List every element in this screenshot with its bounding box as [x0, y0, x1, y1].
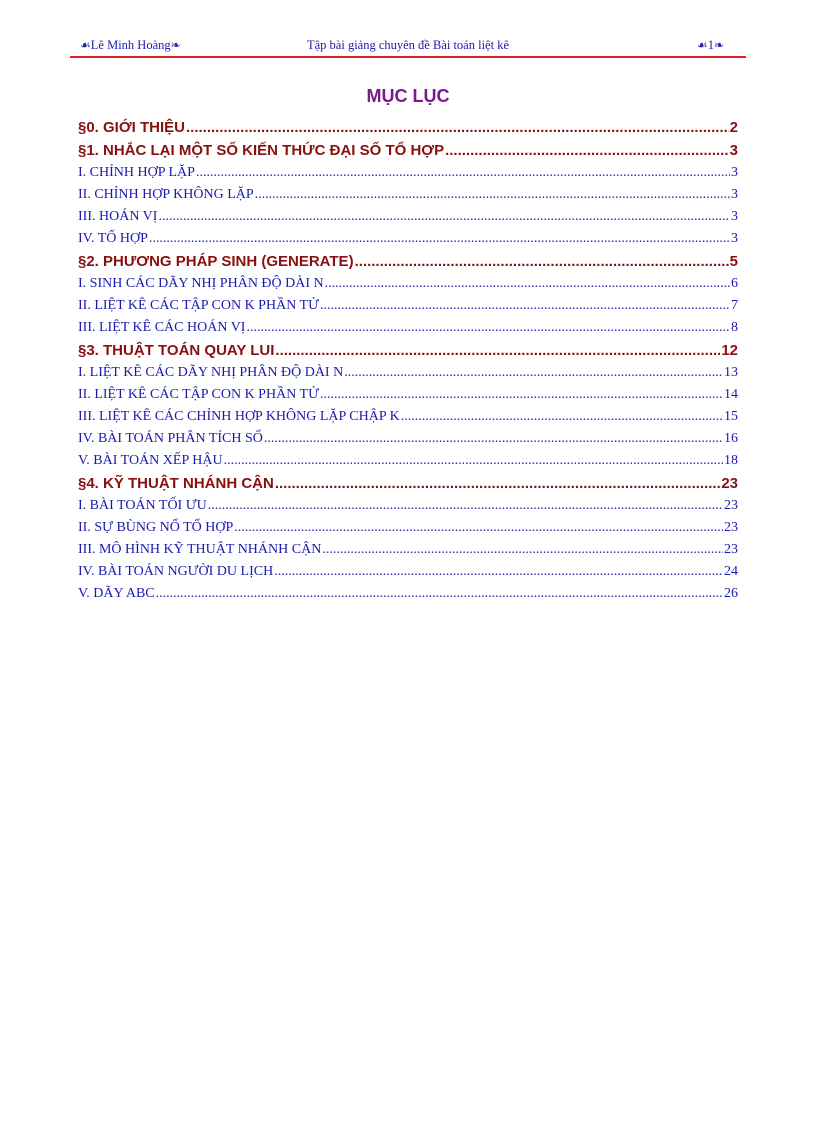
toc-entry-label: II. CHỈNH HỢP KHÔNG LẶP: [78, 187, 254, 202]
toc-leader-dots: [401, 406, 723, 428]
toc-entry-label: I. LIỆT KÊ CÁC DÃY NHỊ PHÂN ĐỘ DÀI N: [78, 365, 344, 380]
toc-entry-page: 8: [731, 320, 738, 335]
toc-subsection-entry[interactable]: [78, 495, 738, 517]
toc-entry-page: 3: [729, 142, 738, 159]
toc-entry-label: IV. BÀI TOÁN NGƯỜI DU LỊCH: [78, 564, 274, 579]
toc-subsection-entry[interactable]: [78, 517, 738, 539]
toc-entry-label: I. SINH CÁC DÃY NHỊ PHÂN ĐỘ DÀI N: [78, 276, 324, 291]
toc-entry-label: III. LIỆT KÊ CÁC CHỈNH HỢP KHÔNG LẶP CHẬP K: [78, 409, 400, 424]
toc-entry-page: 3: [731, 231, 738, 246]
toc-leader-dots: [224, 450, 723, 472]
toc-leader-dots: [322, 539, 723, 561]
toc-subsection-entry[interactable]: [78, 583, 738, 605]
toc-leader-dots: [246, 317, 730, 339]
toc-subsection-entry[interactable]: [78, 539, 738, 561]
toc-subsection-entry[interactable]: [78, 450, 738, 472]
toc-entry-page: 23: [724, 520, 738, 535]
toc-entry-label: III. HOÁN VỊ: [78, 209, 158, 224]
toc-leader-dots: [186, 116, 729, 139]
toc-entry-label: V. BÀI TOÁN XẾP HẬU: [78, 453, 223, 468]
toc-entry-label: §4. KỸ THUẬT NHÁNH CẬN: [78, 475, 274, 492]
ornament-right-icon: ❧: [170, 38, 181, 52]
toc-subsection-entry[interactable]: [78, 384, 738, 406]
toc-entry-page: 23: [721, 475, 738, 492]
toc-entry-page: 3: [731, 165, 738, 180]
toc-entry-label: II. LIỆT KÊ CÁC TẬP CON K PHẦN TỬ: [78, 387, 319, 402]
toc-entry-page: 24: [724, 564, 738, 579]
toc-subsection-entry[interactable]: [78, 162, 738, 184]
toc-subsection-entry[interactable]: [78, 273, 738, 295]
toc-leader-dots: [445, 139, 729, 162]
toc-entry-page: 18: [724, 453, 738, 468]
toc-leader-dots: [275, 472, 720, 495]
toc-entry-page: 15: [724, 409, 738, 424]
page-title: MỤC LỤC: [366, 86, 450, 106]
toc-leader-dots: [149, 228, 730, 250]
page-ornament-left-icon: ☙: [696, 38, 708, 52]
toc-entry-page: 12: [721, 342, 738, 359]
toc-subsection-entry[interactable]: [78, 228, 738, 250]
toc-subsection-entry[interactable]: [78, 206, 738, 228]
header-doc-title: Tập bài giảng chuyên đề Bài toán liệt kê: [306, 38, 509, 52]
toc-subsection-entry[interactable]: [78, 317, 738, 339]
toc-entry-page: 5: [729, 253, 738, 270]
toc-leader-dots: [275, 339, 720, 362]
header-divider: [70, 56, 746, 58]
author-name: Lê Minh Hoàng: [90, 38, 171, 52]
toc-entry-page: 7: [731, 298, 738, 313]
toc-entry-page: 3: [731, 187, 738, 202]
toc-subsection-entry[interactable]: [78, 561, 738, 583]
toc-leader-dots: [320, 384, 723, 406]
toc-entry-page: 6: [731, 276, 738, 291]
toc-entry-label: §2. PHƯƠNG PHÁP SINH (GENERATE): [78, 253, 354, 270]
toc-subsection-entry[interactable]: [78, 184, 738, 206]
toc-entry-label: §1. NHẮC LẠI MỘT SỐ KIẾN THỨC ĐẠI SỐ TỔ HỢP: [78, 142, 445, 159]
toc-leader-dots: [325, 273, 730, 295]
toc-leader-dots: [156, 583, 723, 605]
toc-entry-page: 16: [724, 431, 738, 446]
toc-leader-dots: [158, 206, 730, 228]
header-page: [697, 38, 724, 53]
toc-subsection-entry[interactable]: [78, 428, 738, 450]
toc-leader-dots: [196, 162, 730, 184]
toc-entry-label: §0. GIỚI THIỆU: [78, 119, 185, 136]
toc-subsection-entry[interactable]: [78, 406, 738, 428]
toc-entry-page: 13: [724, 365, 738, 380]
toc-subsection-entry[interactable]: [78, 362, 738, 384]
toc-entry-page: 26: [724, 586, 738, 601]
toc-leader-dots: [274, 561, 723, 583]
toc-entry-label: II. LIỆT KÊ CÁC TẬP CON K PHẦN TỬ: [78, 298, 319, 313]
page-header: [70, 37, 746, 55]
toc-leader-dots: [320, 295, 730, 317]
page-number: 1: [707, 38, 714, 52]
toc-entry-label: IV. TỔ HỢP: [78, 231, 148, 246]
page-ornament-right-icon: ❧: [713, 38, 724, 52]
toc-entry-label: IV. BÀI TOÁN PHÂN TÍCH SỐ: [78, 431, 263, 446]
toc-leader-dots: [344, 362, 723, 384]
toc-entry-label: III. LIỆT KÊ CÁC HOÁN VỊ: [78, 320, 246, 335]
toc-leader-dots: [208, 495, 723, 517]
toc-entry-label: II. SỰ BÙNG NỔ TỔ HỢP: [78, 520, 234, 535]
toc-entry-label: I. CHỈNH HỢP LẶP: [78, 165, 195, 180]
toc-entry-label: III. MÔ HÌNH KỸ THUẬT NHÁNH CẬN: [78, 542, 322, 557]
toc-subsection-entry[interactable]: [78, 295, 738, 317]
toc-leader-dots: [255, 184, 730, 206]
toc-entry-label: I. BÀI TOÁN TỐI ƯU: [78, 498, 207, 513]
ornament-left-icon: ☙: [80, 38, 91, 52]
toc-leader-dots: [264, 428, 723, 450]
toc-section-entry[interactable]: [78, 139, 738, 162]
toc-leader-dots: [355, 250, 729, 273]
toc-entry-label: V. DÃY ABC: [78, 586, 155, 601]
toc-section-entry[interactable]: [78, 116, 738, 139]
toc-entry-page: 3: [731, 209, 738, 224]
table-of-contents: [78, 116, 738, 605]
toc-entry-page: 23: [724, 542, 738, 557]
toc-entry-label: §3. THUẬT TOÁN QUAY LUI: [78, 342, 275, 359]
toc-entry-page: 2: [729, 119, 738, 136]
toc-section-entry[interactable]: [78, 339, 738, 362]
toc-entry-page: 14: [724, 387, 738, 402]
toc-entry-page: 23: [724, 498, 738, 513]
toc-leader-dots: [234, 517, 723, 539]
toc-section-entry[interactable]: [78, 472, 738, 495]
toc-section-entry[interactable]: [78, 250, 738, 273]
